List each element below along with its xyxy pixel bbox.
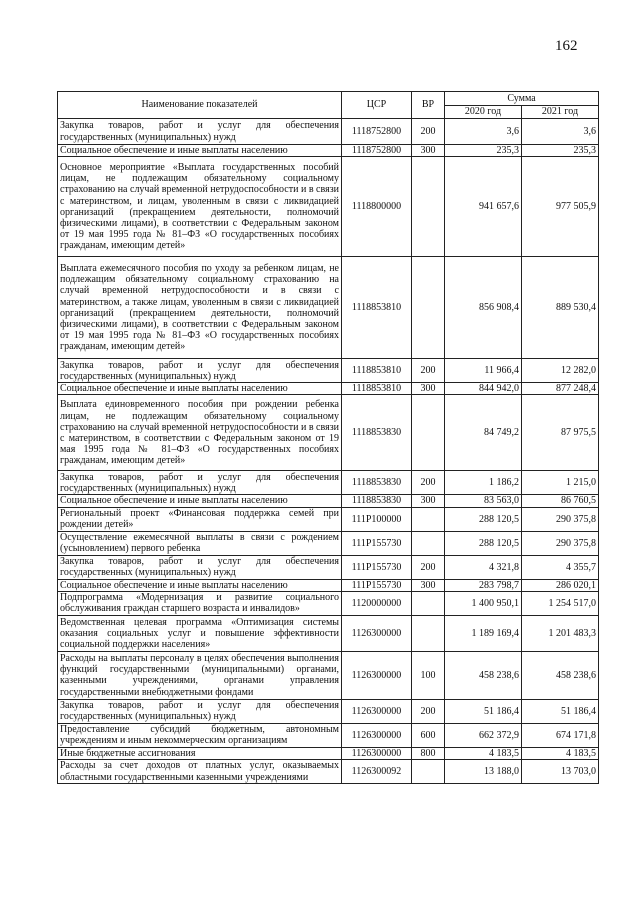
row-name: Осуществление ежемесячной выплаты в связи с рождением (усыновлением) первого ребенка xyxy=(58,531,342,555)
row-value-2021: 87 975,5 xyxy=(522,395,599,471)
row-value-2021: 877 248,4 xyxy=(522,383,599,395)
table-row xyxy=(58,495,599,507)
row-name: Социальное обеспечение и иные выплаты населению xyxy=(58,145,342,157)
row-vr: 300 xyxy=(412,145,445,157)
row-value-2020: 4 321,8 xyxy=(445,555,522,579)
row-vr: 200 xyxy=(412,119,445,145)
row-name: Подпрограмма «Модернизация и развитие социального обслуживания граждан старшего возраста и инвалидов» xyxy=(58,591,342,615)
row-value-2021: 12 282,0 xyxy=(522,359,599,383)
header-year-2021: 2021 год xyxy=(522,105,599,119)
row-csr: 1118752800 xyxy=(342,145,412,157)
row-value-2020: 856 908,4 xyxy=(445,257,522,359)
row-csr: 1126300000 xyxy=(342,615,412,651)
row-value-2021: 51 186,4 xyxy=(522,699,599,723)
row-vr: 300 xyxy=(412,383,445,395)
row-value-2020: 844 942,0 xyxy=(445,383,522,395)
table-row xyxy=(58,531,599,555)
row-value-2021: 86 760,5 xyxy=(522,495,599,507)
row-csr: 1118853830 xyxy=(342,471,412,495)
row-name: Закупка товаров, работ и услуг для обеспечения государственных (муниципальных) нужд xyxy=(58,699,342,723)
row-csr: 1126300000 xyxy=(342,699,412,723)
row-csr: 1118853810 xyxy=(342,383,412,395)
row-value-2020: 283 798,7 xyxy=(445,579,522,591)
table-row xyxy=(58,555,599,579)
row-value-2020: 11 966,4 xyxy=(445,359,522,383)
table-row xyxy=(58,471,599,495)
row-csr: 111P100000 xyxy=(342,507,412,531)
table-row xyxy=(58,760,599,784)
row-value-2020: 1 186,2 xyxy=(445,471,522,495)
row-name: Расходы на выплаты персоналу в целях обеспечения выполнения функций государственными (муниципальными) органами, казенными учреждениями, органами управления государственными внебюджетными фондами xyxy=(58,651,342,699)
row-value-2021: 977 505,9 xyxy=(522,157,599,257)
row-value-2021: 290 375,8 xyxy=(522,531,599,555)
budget-table xyxy=(57,91,599,784)
table-row xyxy=(58,507,599,531)
row-vr: 200 xyxy=(412,699,445,723)
row-vr xyxy=(412,395,445,471)
table-row xyxy=(58,145,599,157)
row-name: Социальное обеспечение и иные выплаты населению xyxy=(58,383,342,395)
page-number: 162 xyxy=(555,38,578,54)
table-row xyxy=(58,157,599,257)
row-name: Выплата ежемесячного пособия по уходу за ребенком лицам, не подлежащим обязательному социальному страхованию на случай временной нетрудоспособности и в связи с материнством, а также лицам, уволенным в связи с ликвидацией организаций (прекращением деятельности, полномочий физическими лицами), в соответствии с Федеральным законом от 19 мая 1995 года № 81–ФЗ «О государственных пособиях гражданам, имеющим детей» xyxy=(58,257,342,359)
row-value-2020: 1 400 950,1 xyxy=(445,591,522,615)
table-row xyxy=(58,395,599,471)
row-value-2021: 1 201 483,3 xyxy=(522,615,599,651)
header-csr: ЦСР xyxy=(342,92,412,119)
row-vr: 300 xyxy=(412,495,445,507)
row-value-2021: 889 530,4 xyxy=(522,257,599,359)
row-name: Закупка товаров, работ и услуг для обеспечения государственных (муниципальных) нужд xyxy=(58,555,342,579)
row-value-2020: 288 120,5 xyxy=(445,531,522,555)
row-vr: 200 xyxy=(412,555,445,579)
row-name: Иные бюджетные ассигнования xyxy=(58,747,342,759)
table-body xyxy=(58,119,599,784)
header-year-2020: 2020 год xyxy=(445,105,522,119)
row-vr: 200 xyxy=(412,359,445,383)
table-row xyxy=(58,579,599,591)
row-value-2020: 3,6 xyxy=(445,119,522,145)
row-value-2021: 1 254 517,0 xyxy=(522,591,599,615)
row-value-2021: 1 215,0 xyxy=(522,471,599,495)
row-value-2021: 13 703,0 xyxy=(522,760,599,784)
row-vr: 200 xyxy=(412,471,445,495)
row-value-2020: 458 238,6 xyxy=(445,651,522,699)
row-name: Выплата единовременного пособия при рождении ребенка лицам, не подлежащим обязательному социальному страхованию на случай временной нетрудоспособности и в связи с материнством, в соответствии с Федеральным законом от 19 мая 1995 года № 81–ФЗ «О государственных пособиях гражданам, имеющим детей» xyxy=(58,395,342,471)
table-row xyxy=(58,257,599,359)
row-csr: 1118853810 xyxy=(342,257,412,359)
row-value-2021: 4 355,7 xyxy=(522,555,599,579)
row-csr: 1126300000 xyxy=(342,747,412,759)
table-header xyxy=(58,92,599,119)
table-row xyxy=(58,383,599,395)
row-value-2020: 1 189 169,4 xyxy=(445,615,522,651)
table-row xyxy=(58,359,599,383)
header-vr: ВР xyxy=(412,92,445,119)
row-csr: 111P155730 xyxy=(342,531,412,555)
row-value-2020: 288 120,5 xyxy=(445,507,522,531)
row-csr: 111P155730 xyxy=(342,579,412,591)
row-value-2020: 13 188,0 xyxy=(445,760,522,784)
table-row xyxy=(58,615,599,651)
row-vr: 100 xyxy=(412,651,445,699)
row-name: Предоставление субсидий бюджетным, автономным учреждениям и иным некоммерческим организациям xyxy=(58,723,342,747)
row-csr: 1126300092 xyxy=(342,760,412,784)
row-csr: 1118853830 xyxy=(342,495,412,507)
row-vr xyxy=(412,615,445,651)
row-csr: 111P155730 xyxy=(342,555,412,579)
row-value-2020: 941 657,6 xyxy=(445,157,522,257)
row-vr xyxy=(412,507,445,531)
row-name: Расходы за счет доходов от платных услуг, оказываемых областными государственными казенными учреждениями xyxy=(58,760,342,784)
row-vr: 800 xyxy=(412,747,445,759)
row-name: Закупка товаров, работ и услуг для обеспечения государственных (муниципальных) нужд xyxy=(58,471,342,495)
row-csr: 1118752800 xyxy=(342,119,412,145)
table-row xyxy=(58,723,599,747)
table-row xyxy=(58,699,599,723)
row-csr: 1126300000 xyxy=(342,651,412,699)
row-value-2020: 662 372,9 xyxy=(445,723,522,747)
row-value-2020: 235,3 xyxy=(445,145,522,157)
row-vr xyxy=(412,531,445,555)
row-vr xyxy=(412,591,445,615)
row-vr: 300 xyxy=(412,579,445,591)
row-value-2020: 84 749,2 xyxy=(445,395,522,471)
row-vr xyxy=(412,257,445,359)
row-csr: 1118853830 xyxy=(342,395,412,471)
row-value-2021: 286 020,1 xyxy=(522,579,599,591)
row-vr: 600 xyxy=(412,723,445,747)
header-name: Наименование показателей xyxy=(58,92,342,119)
row-csr: 1126300000 xyxy=(342,723,412,747)
row-name: Закупка товаров, работ и услуг для обеспечения государственных (муниципальных) нужд xyxy=(58,359,342,383)
row-value-2021: 3,6 xyxy=(522,119,599,145)
row-name: Основное мероприятие «Выплата государственных пособий лицам, не подлежащим обязательному социальному страхованию на случай временной нетрудоспособности и в связи с материнством, и лицам, уволенным в связи с ликвидацией организаций (прекращением деятельности, полномочий физическими лицами), в соответствии с Федеральным законом от 19 мая 1995 года № 81–ФЗ «О государственных пособиях гражданам, имеющим детей» xyxy=(58,157,342,257)
table-row xyxy=(58,591,599,615)
row-csr: 1118853810 xyxy=(342,359,412,383)
table-row xyxy=(58,747,599,759)
row-value-2021: 290 375,8 xyxy=(522,507,599,531)
row-csr: 1120000000 xyxy=(342,591,412,615)
row-value-2021: 674 171,8 xyxy=(522,723,599,747)
row-name: Ведомственная целевая программа «Оптимизация системы оказания социальных услуг и повышение эффективности социальной поддержки населения» xyxy=(58,615,342,651)
table-row xyxy=(58,651,599,699)
row-name: Закупка товаров, работ и услуг для обеспечения государственных (муниципальных) нужд xyxy=(58,119,342,145)
row-value-2021: 458 238,6 xyxy=(522,651,599,699)
header-sum: Сумма xyxy=(445,92,599,106)
row-csr: 1118800000 xyxy=(342,157,412,257)
row-value-2020: 4 183,5 xyxy=(445,747,522,759)
row-value-2021: 4 183,5 xyxy=(522,747,599,759)
row-value-2021: 235,3 xyxy=(522,145,599,157)
table-row xyxy=(58,119,599,145)
row-vr xyxy=(412,157,445,257)
row-vr xyxy=(412,760,445,784)
row-value-2020: 51 186,4 xyxy=(445,699,522,723)
row-name: Социальное обеспечение и иные выплаты населению xyxy=(58,579,342,591)
row-name: Региональный проект «Финансовая поддержка семей при рождении детей» xyxy=(58,507,342,531)
row-value-2020: 83 563,0 xyxy=(445,495,522,507)
row-name: Социальное обеспечение и иные выплаты населению xyxy=(58,495,342,507)
